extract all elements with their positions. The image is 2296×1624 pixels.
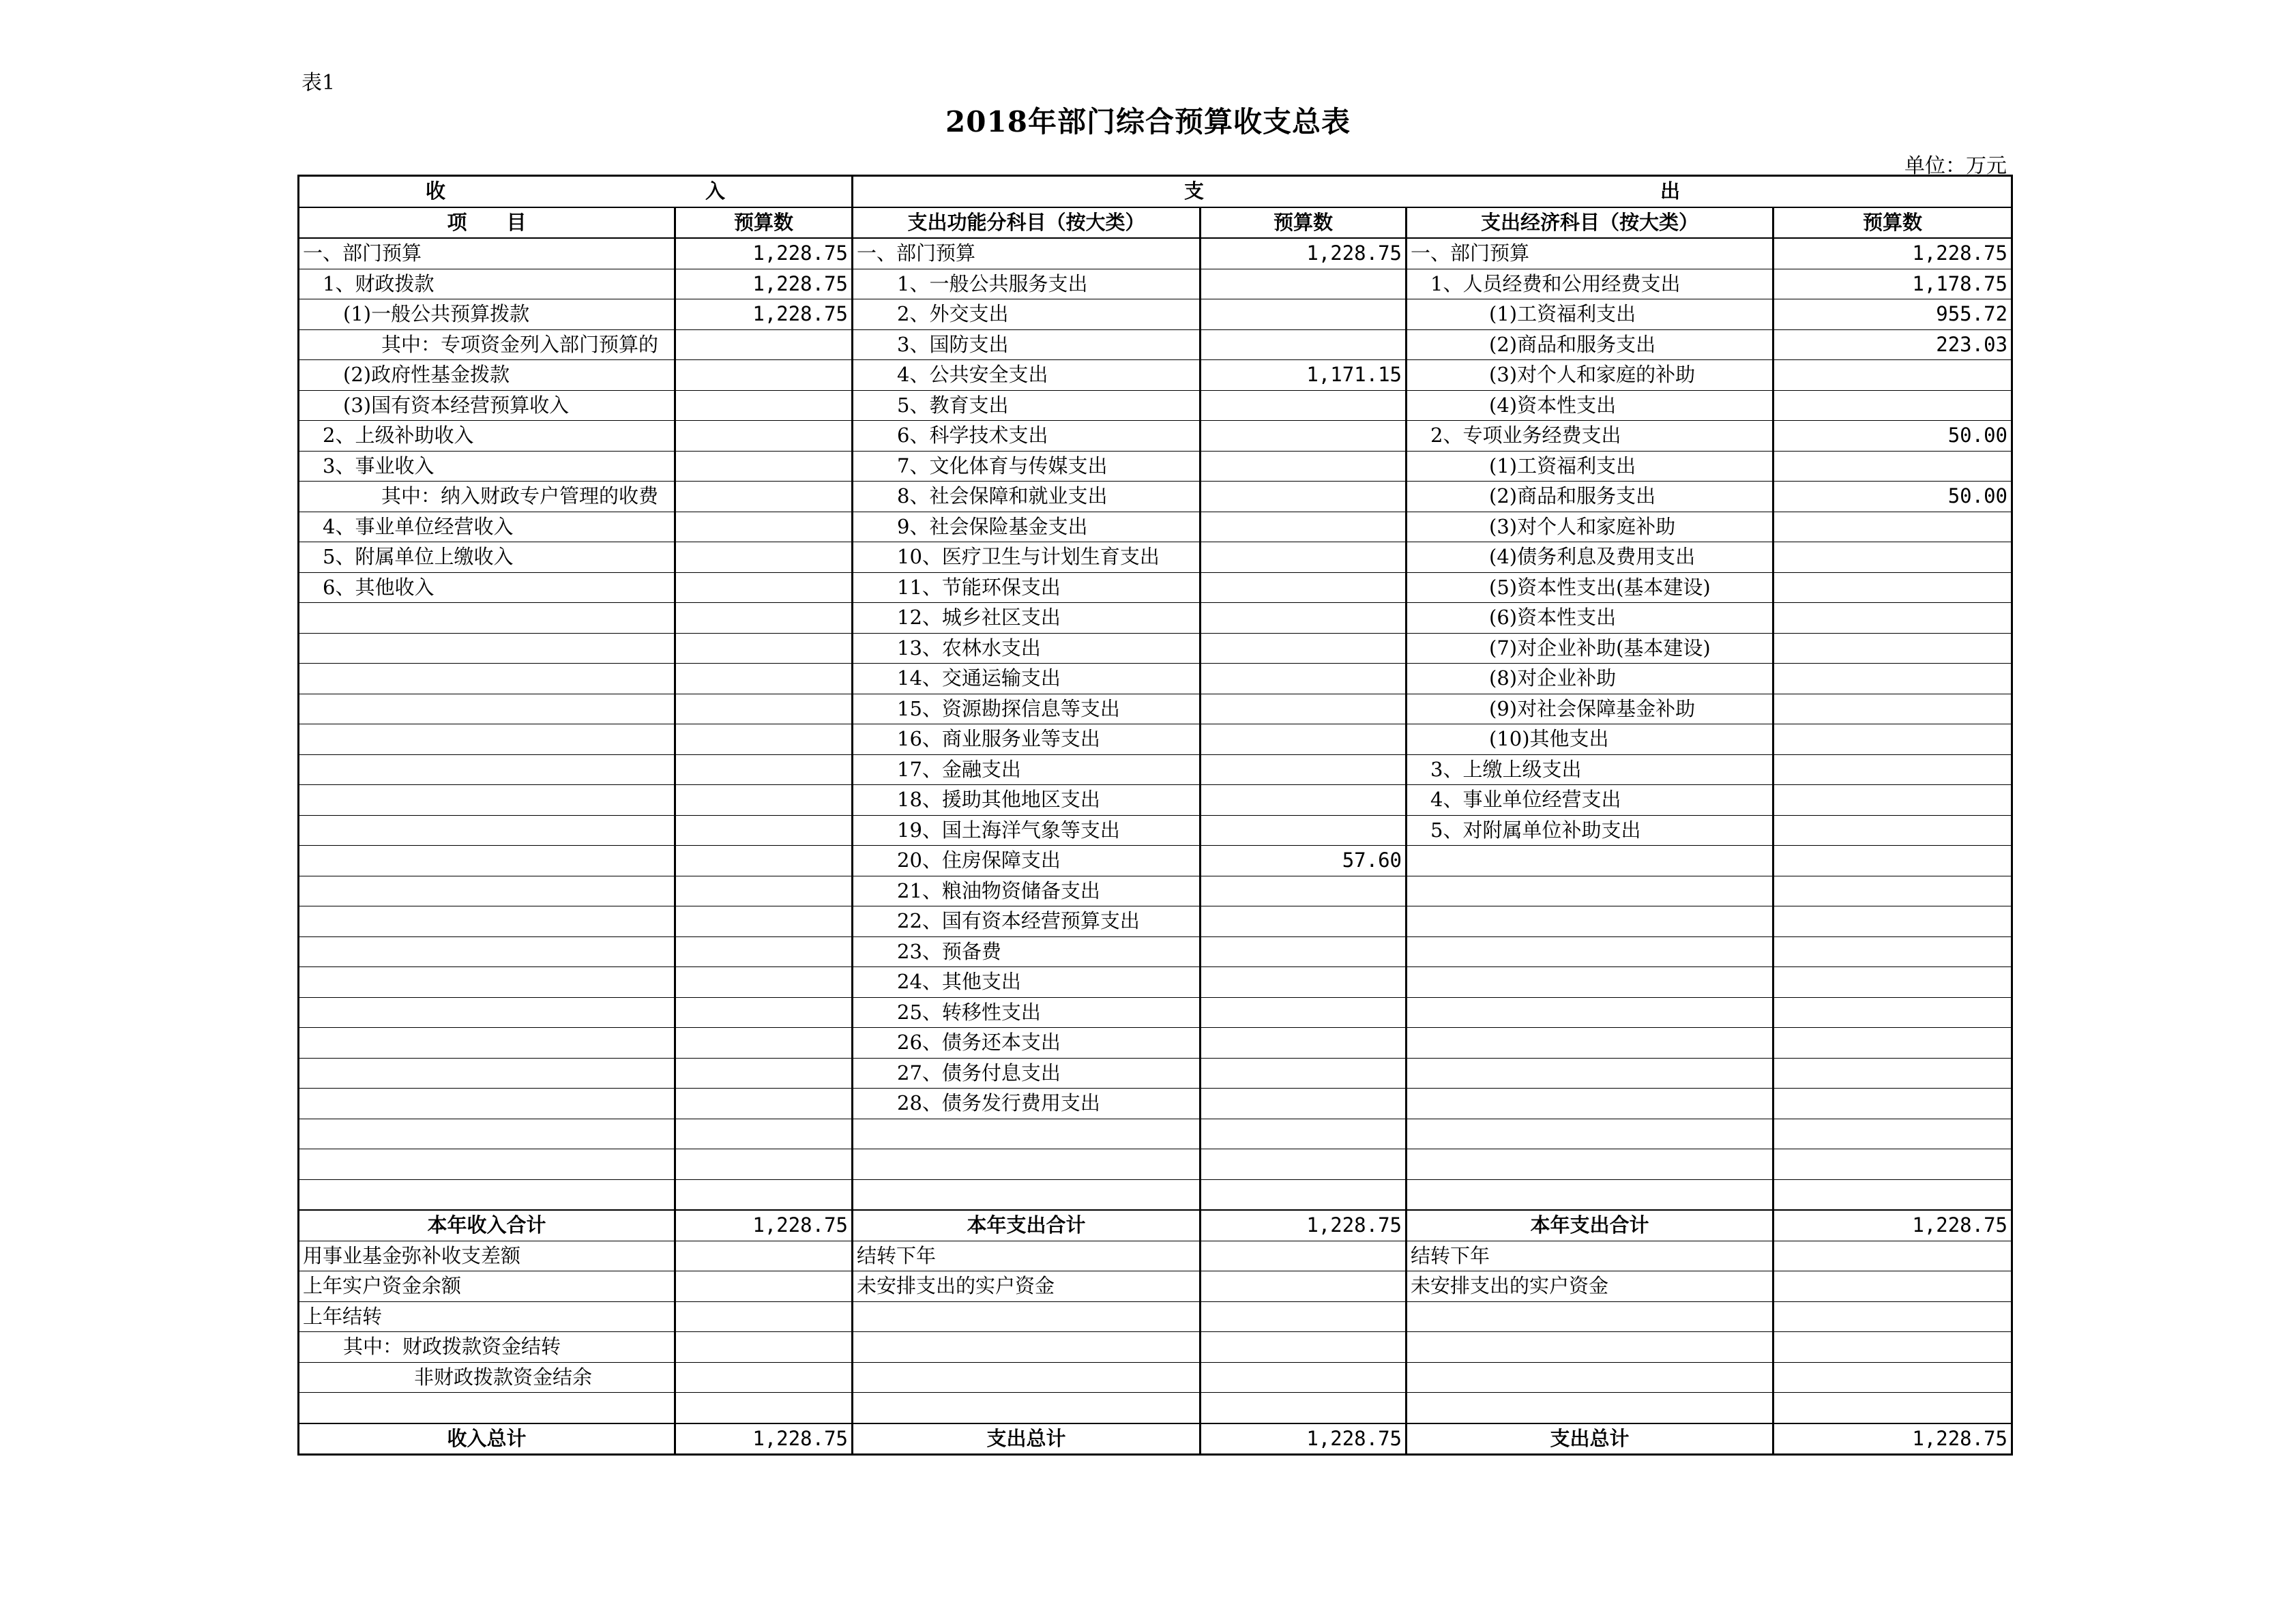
cell-functional-item: 未安排支出的实户资金 bbox=[853, 1271, 1201, 1302]
cell-economic-amount: 50.00 bbox=[1773, 421, 2012, 452]
cell-economic-amount bbox=[1773, 724, 2012, 755]
cell-functional-amount bbox=[1201, 1058, 1407, 1089]
table-row bbox=[299, 936, 2012, 967]
cell-functional-amount bbox=[1201, 724, 1407, 755]
income-header-char-2: 入 bbox=[705, 179, 725, 203]
cell-economic-amount bbox=[1773, 512, 2012, 542]
cell-functional-amount bbox=[1201, 967, 1407, 998]
cell-economic-item bbox=[1407, 906, 1773, 937]
cell-economic-item: 3、上缴上级支出 bbox=[1407, 754, 1773, 785]
cell-economic-item bbox=[1407, 1089, 1773, 1119]
cell-economic-item: 未安排支出的实户资金 bbox=[1407, 1271, 1773, 1302]
cell-economic-amount bbox=[1773, 1393, 2012, 1423]
cell-functional-item bbox=[853, 1393, 1201, 1423]
cell-functional-amount: 1,228.75 bbox=[1201, 238, 1407, 269]
table-row bbox=[299, 421, 2012, 452]
cell-economic-item: (1)工资福利支出 bbox=[1407, 299, 1773, 330]
cell-income-amount bbox=[675, 1301, 853, 1332]
cell-economic-amount bbox=[1773, 1149, 2012, 1180]
cell-income-amount bbox=[675, 876, 853, 906]
cell-functional-item bbox=[853, 1119, 1201, 1149]
cell-income-item: 本年收入合计 bbox=[299, 1210, 675, 1241]
cell-income-item bbox=[299, 664, 675, 694]
cell-economic-amount bbox=[1773, 664, 2012, 694]
cell-income-item bbox=[299, 754, 675, 785]
cell-economic-item: 4、事业单位经营支出 bbox=[1407, 785, 1773, 816]
cell-functional-amount bbox=[1201, 512, 1407, 542]
cell-functional-amount bbox=[1201, 603, 1407, 634]
cell-income-item bbox=[299, 1149, 675, 1180]
cell-economic-item: 1、人员经费和公用经费支出 bbox=[1407, 269, 1773, 299]
table-row bbox=[299, 512, 2012, 542]
cell-functional-amount bbox=[1201, 1241, 1407, 1271]
cell-income-item: 上年结转 bbox=[299, 1301, 675, 1332]
cell-functional-item: 8、社会保障和就业支出 bbox=[853, 482, 1201, 512]
cell-economic-item bbox=[1407, 936, 1773, 967]
cell-economic-amount bbox=[1773, 360, 2012, 391]
cell-income-amount bbox=[675, 936, 853, 967]
cell-economic-item bbox=[1407, 1149, 1773, 1180]
cell-income-amount bbox=[675, 967, 853, 998]
col-header-economic-item: 支出经济科目（按大类） bbox=[1407, 207, 1773, 239]
cell-income-amount bbox=[675, 997, 853, 1028]
table-row bbox=[299, 1179, 2012, 1210]
cell-functional-amount bbox=[1201, 1028, 1407, 1059]
cell-income-amount bbox=[675, 360, 853, 391]
cell-functional-item: 1、一般公共服务支出 bbox=[853, 269, 1201, 299]
cell-functional-item bbox=[853, 1301, 1201, 1332]
col-header-functional-item: 支出功能分科目（按大类） bbox=[853, 207, 1201, 239]
cell-economic-amount: 1,228.75 bbox=[1773, 1210, 2012, 1241]
cell-economic-amount: 50.00 bbox=[1773, 482, 2012, 512]
cell-functional-amount bbox=[1201, 1089, 1407, 1119]
cell-functional-amount bbox=[1201, 542, 1407, 573]
cell-functional-amount bbox=[1201, 1332, 1407, 1363]
cell-income-item: 上年实户资金余额 bbox=[299, 1271, 675, 1302]
cell-economic-item bbox=[1407, 876, 1773, 906]
cell-economic-amount bbox=[1773, 542, 2012, 573]
table-row bbox=[299, 238, 2012, 269]
table-row bbox=[299, 390, 2012, 421]
cell-functional-item: 2、外交支出 bbox=[853, 299, 1201, 330]
cell-income-amount bbox=[675, 694, 853, 724]
cell-functional-item: 本年支出合计 bbox=[853, 1210, 1201, 1241]
cell-functional-amount bbox=[1201, 1393, 1407, 1423]
cell-economic-item: (2)商品和服务支出 bbox=[1407, 482, 1773, 512]
cell-economic-amount bbox=[1773, 1362, 2012, 1393]
income-section-header bbox=[299, 176, 853, 207]
cell-economic-item: 本年支出合计 bbox=[1407, 1210, 1773, 1241]
cell-economic-amount bbox=[1773, 754, 2012, 785]
cell-functional-amount: 1,228.75 bbox=[1201, 1210, 1407, 1241]
table-row bbox=[299, 1089, 2012, 1119]
cell-functional-amount bbox=[1201, 1301, 1407, 1332]
cell-functional-amount bbox=[1201, 421, 1407, 452]
table-row bbox=[299, 1423, 2012, 1455]
cell-economic-item: 5、对附属单位补助支出 bbox=[1407, 815, 1773, 846]
table-row bbox=[299, 906, 2012, 937]
cell-economic-item: (4)资本性支出 bbox=[1407, 390, 1773, 421]
table-row bbox=[299, 967, 2012, 998]
cell-income-item: 其中：纳入财政专户管理的收费 bbox=[299, 482, 675, 512]
cell-functional-item: 结转下年 bbox=[853, 1241, 1201, 1271]
cell-functional-amount bbox=[1201, 936, 1407, 967]
cell-functional-amount bbox=[1201, 329, 1407, 360]
cell-economic-item: (3)对个人和家庭的补助 bbox=[1407, 360, 1773, 391]
cell-income-item: 收入总计 bbox=[299, 1423, 675, 1455]
cell-functional-item: 3、国防支出 bbox=[853, 329, 1201, 360]
cell-income-item bbox=[299, 876, 675, 906]
cell-functional-amount bbox=[1201, 664, 1407, 694]
cell-economic-item: (4)债务利息及费用支出 bbox=[1407, 542, 1773, 573]
table-row bbox=[299, 360, 2012, 391]
cell-economic-amount bbox=[1773, 1179, 2012, 1210]
section-header-row bbox=[299, 176, 2012, 207]
cell-economic-amount: 223.03 bbox=[1773, 329, 2012, 360]
cell-income-amount bbox=[675, 664, 853, 694]
expense-header-char-2: 出 bbox=[1660, 179, 1681, 203]
cell-economic-amount bbox=[1773, 1241, 2012, 1271]
cell-income-amount bbox=[675, 1362, 853, 1393]
cell-economic-amount: 1,228.75 bbox=[1773, 238, 2012, 269]
table-row bbox=[299, 846, 2012, 876]
cell-functional-item: 7、文化体育与传媒支出 bbox=[853, 451, 1201, 482]
col-header-functional-amount: 预算数 bbox=[1201, 207, 1407, 239]
cell-income-item: 6、其他收入 bbox=[299, 572, 675, 603]
cell-economic-amount: 955.72 bbox=[1773, 299, 2012, 330]
col-header-income-amount: 预算数 bbox=[675, 207, 853, 239]
cell-income-item: (2)政府性基金拨款 bbox=[299, 360, 675, 391]
cell-income-amount bbox=[675, 1393, 853, 1423]
cell-income-item bbox=[299, 1089, 675, 1119]
cell-functional-amount bbox=[1201, 1362, 1407, 1393]
table-row bbox=[299, 329, 2012, 360]
cell-income-amount bbox=[675, 1149, 853, 1180]
cell-functional-amount bbox=[1201, 390, 1407, 421]
income-header-char-1: 收 bbox=[426, 179, 446, 203]
cell-functional-amount: 1,228.75 bbox=[1201, 1423, 1407, 1455]
cell-economic-item bbox=[1407, 1119, 1773, 1149]
cell-income-item: 其中：财政拨款资金结转 bbox=[299, 1332, 675, 1363]
cell-functional-amount bbox=[1201, 482, 1407, 512]
cell-functional-amount bbox=[1201, 754, 1407, 785]
cell-economic-amount bbox=[1773, 633, 2012, 664]
table-row bbox=[299, 269, 2012, 299]
cell-economic-amount bbox=[1773, 451, 2012, 482]
cell-economic-item: (9)对社会保障基金补助 bbox=[1407, 694, 1773, 724]
cell-functional-item: 16、商业服务业等支出 bbox=[853, 724, 1201, 755]
cell-functional-item: 17、金融支出 bbox=[853, 754, 1201, 785]
cell-income-item bbox=[299, 694, 675, 724]
cell-functional-amount bbox=[1201, 572, 1407, 603]
cell-income-amount bbox=[675, 572, 853, 603]
cell-income-amount bbox=[675, 815, 853, 846]
cell-economic-amount bbox=[1773, 1332, 2012, 1363]
table-row bbox=[299, 1301, 2012, 1332]
cell-income-item: 其中：专项资金列入部门预算的 bbox=[299, 329, 675, 360]
cell-functional-amount bbox=[1201, 1179, 1407, 1210]
cell-economic-amount bbox=[1773, 694, 2012, 724]
cell-income-amount bbox=[675, 846, 853, 876]
cell-income-item: 1、财政拨款 bbox=[299, 269, 675, 299]
cell-income-item: 一、部门预算 bbox=[299, 238, 675, 269]
cell-functional-item: 9、社会保险基金支出 bbox=[853, 512, 1201, 542]
cell-economic-amount bbox=[1773, 815, 2012, 846]
cell-income-item bbox=[299, 967, 675, 998]
cell-income-amount bbox=[675, 451, 853, 482]
cell-income-item bbox=[299, 1179, 675, 1210]
unit-label: 单位：万元 bbox=[1904, 154, 2007, 178]
cell-functional-item: 22、国有资本经营预算支出 bbox=[853, 906, 1201, 937]
cell-functional-item: 12、城乡社区支出 bbox=[853, 603, 1201, 634]
table-row bbox=[299, 633, 2012, 664]
cell-economic-amount bbox=[1773, 1119, 2012, 1149]
cell-income-amount bbox=[675, 724, 853, 755]
cell-economic-amount bbox=[1773, 906, 2012, 937]
cell-economic-amount bbox=[1773, 1271, 2012, 1302]
cell-functional-amount bbox=[1201, 876, 1407, 906]
table-row bbox=[299, 1393, 2012, 1423]
cell-economic-amount bbox=[1773, 967, 2012, 998]
table-row bbox=[299, 997, 2012, 1028]
cell-income-amount bbox=[675, 390, 853, 421]
cell-functional-item: 27、债务付息支出 bbox=[853, 1058, 1201, 1089]
cell-economic-item: (1)工资福利支出 bbox=[1407, 451, 1773, 482]
cell-functional-item bbox=[853, 1179, 1201, 1210]
page-title: 2018年部门综合预算收支总表 bbox=[945, 105, 1351, 138]
table-row bbox=[299, 1332, 2012, 1363]
cell-income-item: 3、事业收入 bbox=[299, 451, 675, 482]
cell-income-amount bbox=[675, 1271, 853, 1302]
cell-functional-amount bbox=[1201, 633, 1407, 664]
cell-income-amount bbox=[675, 1332, 853, 1363]
cell-income-item bbox=[299, 1028, 675, 1059]
table-number: 表1 bbox=[301, 71, 336, 95]
table-row bbox=[299, 694, 2012, 724]
cell-income-item bbox=[299, 846, 675, 876]
cell-economic-amount bbox=[1773, 1301, 2012, 1332]
cell-functional-amount bbox=[1201, 269, 1407, 299]
cell-income-item bbox=[299, 997, 675, 1028]
cell-income-item bbox=[299, 815, 675, 846]
cell-economic-amount bbox=[1773, 936, 2012, 967]
cell-income-amount bbox=[675, 482, 853, 512]
table-row bbox=[299, 754, 2012, 785]
cell-functional-item bbox=[853, 1149, 1201, 1180]
cell-economic-item: (8)对企业补助 bbox=[1407, 664, 1773, 694]
cell-economic-amount bbox=[1773, 846, 2012, 876]
cell-income-item bbox=[299, 785, 675, 816]
cell-functional-amount bbox=[1201, 1149, 1407, 1180]
cell-functional-amount bbox=[1201, 906, 1407, 937]
cell-income-item: 5、附属单位上缴收入 bbox=[299, 542, 675, 573]
cell-economic-amount bbox=[1773, 603, 2012, 634]
col-header-income-item: 项 目 bbox=[299, 207, 675, 239]
cell-income-amount bbox=[675, 1119, 853, 1149]
cell-economic-amount bbox=[1773, 785, 2012, 816]
cell-income-amount bbox=[675, 603, 853, 634]
cell-functional-item bbox=[853, 1362, 1201, 1393]
cell-functional-amount: 57.60 bbox=[1201, 846, 1407, 876]
budget-summary-table bbox=[297, 175, 2013, 1456]
cell-economic-amount bbox=[1773, 390, 2012, 421]
table-row bbox=[299, 876, 2012, 906]
cell-income-amount bbox=[675, 906, 853, 937]
cell-functional-item: 26、债务还本支出 bbox=[853, 1028, 1201, 1059]
table-row bbox=[299, 1271, 2012, 1302]
cell-economic-item bbox=[1407, 846, 1773, 876]
cell-income-amount: 1,228.75 bbox=[675, 238, 853, 269]
cell-income-amount bbox=[675, 633, 853, 664]
cell-income-item: 用事业基金弥补收支差额 bbox=[299, 1241, 675, 1271]
cell-economic-item: 支出总计 bbox=[1407, 1423, 1773, 1455]
cell-functional-item: 24、其他支出 bbox=[853, 967, 1201, 998]
cell-income-amount bbox=[675, 1179, 853, 1210]
cell-economic-item: (5)资本性支出(基本建设) bbox=[1407, 572, 1773, 603]
cell-functional-amount bbox=[1201, 785, 1407, 816]
cell-income-amount bbox=[675, 512, 853, 542]
cell-income-item: 非财政拨款资金结余 bbox=[299, 1362, 675, 1393]
table-row bbox=[299, 542, 2012, 573]
cell-income-item: 2、上级补助收入 bbox=[299, 421, 675, 452]
cell-functional-item: 15、资源勘探信息等支出 bbox=[853, 694, 1201, 724]
cell-income-amount bbox=[675, 785, 853, 816]
cell-economic-item bbox=[1407, 967, 1773, 998]
cell-economic-item bbox=[1407, 1301, 1773, 1332]
cell-economic-amount bbox=[1773, 1028, 2012, 1059]
cell-functional-amount bbox=[1201, 1119, 1407, 1149]
cell-economic-item: (7)对企业补助(基本建设) bbox=[1407, 633, 1773, 664]
cell-functional-amount bbox=[1201, 451, 1407, 482]
cell-economic-amount bbox=[1773, 997, 2012, 1028]
cell-economic-item: 2、专项业务经费支出 bbox=[1407, 421, 1773, 452]
cell-functional-amount: 1,171.15 bbox=[1201, 360, 1407, 391]
cell-income-amount bbox=[675, 329, 853, 360]
cell-income-item bbox=[299, 1119, 675, 1149]
cell-income-amount bbox=[675, 1028, 853, 1059]
cell-functional-amount bbox=[1201, 1271, 1407, 1302]
cell-functional-item: 4、公共安全支出 bbox=[853, 360, 1201, 391]
table-row bbox=[299, 603, 2012, 634]
table-row bbox=[299, 482, 2012, 512]
cell-income-item bbox=[299, 633, 675, 664]
cell-income-item bbox=[299, 603, 675, 634]
table-row bbox=[299, 572, 2012, 603]
cell-income-amount bbox=[675, 754, 853, 785]
cell-income-item: (1)一般公共预算拨款 bbox=[299, 299, 675, 330]
cell-functional-item: 23、预备费 bbox=[853, 936, 1201, 967]
cell-functional-item: 10、医疗卫生与计划生育支出 bbox=[853, 542, 1201, 573]
cell-functional-item: 支出总计 bbox=[853, 1423, 1201, 1455]
cell-functional-item: 19、国土海洋气象等支出 bbox=[853, 815, 1201, 846]
cell-income-amount: 1,228.75 bbox=[675, 299, 853, 330]
cell-economic-item: (2)商品和服务支出 bbox=[1407, 329, 1773, 360]
table-row bbox=[299, 1362, 2012, 1393]
table-row bbox=[299, 785, 2012, 816]
column-header-row bbox=[299, 207, 2012, 239]
cell-economic-item: (3)对个人和家庭补助 bbox=[1407, 512, 1773, 542]
cell-income-amount bbox=[675, 421, 853, 452]
cell-functional-item: 一、部门预算 bbox=[853, 238, 1201, 269]
cell-economic-amount: 1,228.75 bbox=[1773, 1423, 2012, 1455]
table-row bbox=[299, 664, 2012, 694]
cell-economic-amount bbox=[1773, 876, 2012, 906]
cell-economic-amount bbox=[1773, 572, 2012, 603]
cell-income-item: 4、事业单位经营收入 bbox=[299, 512, 675, 542]
cell-income-item bbox=[299, 1058, 675, 1089]
cell-income-item bbox=[299, 906, 675, 937]
cell-income-amount: 1,228.75 bbox=[675, 1210, 853, 1241]
table-row bbox=[299, 815, 2012, 846]
table-row bbox=[299, 1241, 2012, 1271]
cell-economic-item bbox=[1407, 997, 1773, 1028]
cell-functional-item bbox=[853, 1332, 1201, 1363]
table-row bbox=[299, 299, 2012, 330]
cell-functional-item: 6、科学技术支出 bbox=[853, 421, 1201, 452]
cell-economic-item bbox=[1407, 1179, 1773, 1210]
cell-functional-amount bbox=[1201, 815, 1407, 846]
cell-economic-item: (6)资本性支出 bbox=[1407, 603, 1773, 634]
cell-income-item bbox=[299, 1393, 675, 1423]
cell-income-item: (3)国有资本经营预算收入 bbox=[299, 390, 675, 421]
expense-header-char-1: 支 bbox=[1184, 179, 1205, 203]
cell-economic-item: 结转下年 bbox=[1407, 1241, 1773, 1271]
cell-functional-item: 20、住房保障支出 bbox=[853, 846, 1201, 876]
table-row bbox=[299, 1149, 2012, 1180]
cell-functional-item: 25、转移性支出 bbox=[853, 997, 1201, 1028]
cell-functional-amount bbox=[1201, 997, 1407, 1028]
cell-income-item bbox=[299, 936, 675, 967]
col-header-economic-amount: 预算数 bbox=[1773, 207, 2012, 239]
cell-economic-item bbox=[1407, 1028, 1773, 1059]
cell-income-item bbox=[299, 724, 675, 755]
cell-economic-item: (10)其他支出 bbox=[1407, 724, 1773, 755]
cell-economic-item bbox=[1407, 1058, 1773, 1089]
cell-income-amount bbox=[675, 1241, 853, 1271]
cell-functional-amount bbox=[1201, 299, 1407, 330]
cell-economic-amount: 1,178.75 bbox=[1773, 269, 2012, 299]
cell-economic-amount bbox=[1773, 1089, 2012, 1119]
table-row bbox=[299, 1058, 2012, 1089]
cell-functional-item: 5、教育支出 bbox=[853, 390, 1201, 421]
cell-economic-item bbox=[1407, 1362, 1773, 1393]
cell-economic-item bbox=[1407, 1393, 1773, 1423]
cell-economic-amount bbox=[1773, 1058, 2012, 1089]
table-row bbox=[299, 451, 2012, 482]
cell-income-amount: 1,228.75 bbox=[675, 1423, 853, 1455]
cell-functional-item: 18、援助其他地区支出 bbox=[853, 785, 1201, 816]
cell-functional-item: 21、粮油物资储备支出 bbox=[853, 876, 1201, 906]
cell-functional-item: 14、交通运输支出 bbox=[853, 664, 1201, 694]
cell-functional-item: 13、农林水支出 bbox=[853, 633, 1201, 664]
cell-income-amount bbox=[675, 1089, 853, 1119]
cell-functional-amount bbox=[1201, 694, 1407, 724]
table-row bbox=[299, 1028, 2012, 1059]
cell-economic-item bbox=[1407, 1332, 1773, 1363]
table-row bbox=[299, 724, 2012, 755]
table-row bbox=[299, 1210, 2012, 1241]
expense-section-header bbox=[853, 176, 2012, 207]
cell-functional-item: 28、债务发行费用支出 bbox=[853, 1089, 1201, 1119]
table-body bbox=[299, 176, 2012, 1455]
cell-functional-item: 11、节能环保支出 bbox=[853, 572, 1201, 603]
cell-income-amount bbox=[675, 1058, 853, 1089]
cell-income-amount: 1,228.75 bbox=[675, 269, 853, 299]
cell-economic-item: 一、部门预算 bbox=[1407, 238, 1773, 269]
cell-income-amount bbox=[675, 542, 853, 573]
table-row bbox=[299, 1119, 2012, 1149]
